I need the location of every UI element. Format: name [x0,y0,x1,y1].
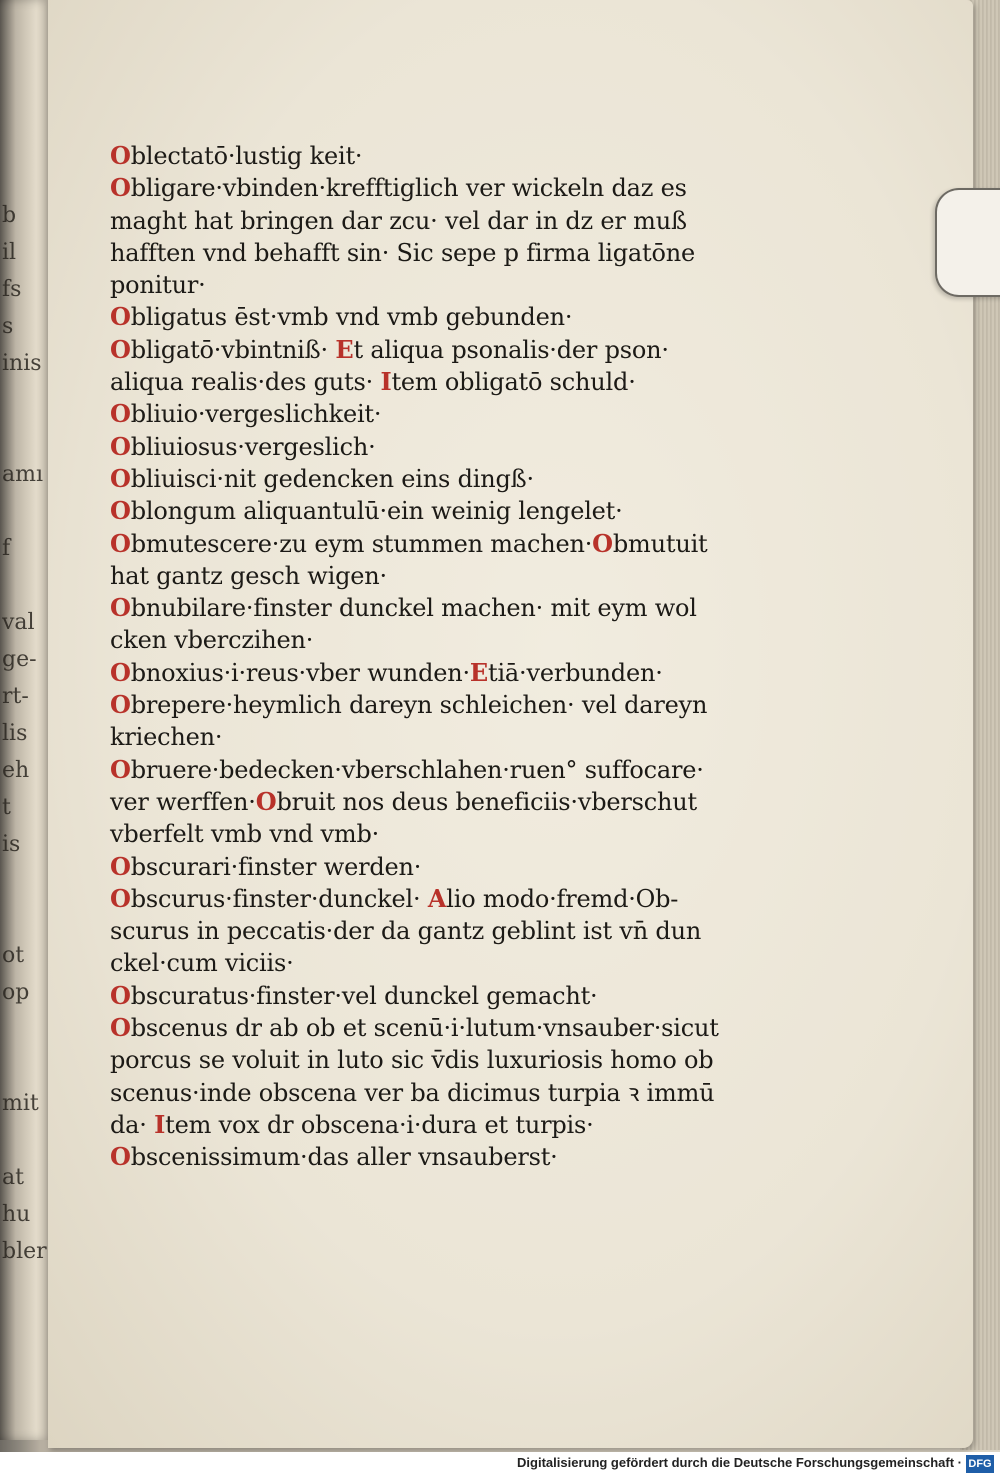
text-line [110,140,750,172]
text-line [110,366,750,398]
entry-text: ckel·cum viciis· [110,949,294,978]
rubricated-initial: O [110,463,131,493]
text-line [110,689,750,721]
text-line [110,1141,750,1173]
rubricated-capital: A [427,883,447,913]
entry-text: aliqua realis·des guts· Item obligatō schuld· [110,367,636,397]
rubricated-initial: O [110,431,131,461]
entry-text: ponitur· [110,271,206,300]
facing-page-text: b il fs s inis amı f val ge- rt- lis eh t is ot op mit at hu bler [2,203,47,1264]
entry-text: bliuisci·nit gedencken eins dingß· [130,464,534,493]
text-line [110,334,750,366]
footer-bar [0,1452,1000,1477]
text-line [110,624,750,656]
entry-text: maght hat bringen dar zcu· vel dar in dz er muß [110,206,687,235]
entry-text: bliuiosus·vergeslich· [130,432,376,461]
entry-text: vberfelt vmb vnd vmb· [110,820,380,849]
entry-text: cken vberczihen· [110,626,314,655]
entry-text: bnoxius·i·reus·vber wunden·Etiā·verbunden· [130,657,663,687]
entry-text: scenus·inde obscena ver ba dicimus turpia ꝛ immū [110,1078,715,1107]
text-line [110,1109,750,1141]
text-line [110,980,750,1012]
rubricated-initial: O [110,690,131,720]
entry-text: bmutescere·zu eym stummen machen·Obmutuit [130,528,708,558]
text-line [110,818,750,850]
text-line [110,172,750,204]
entry-text: ver werffen·Obruit nos deus beneficiis·vberschut [110,786,697,816]
text-line [110,560,750,592]
rubricated-initial: O [110,141,131,170]
rubricated-initial: O [110,754,131,784]
rubricated-initial: O [110,528,131,558]
entry-text: brepere·heymlich dareyn schleichen· vel dareyn [130,691,708,720]
rubricated-initial: O [110,1013,131,1043]
text-line [110,915,750,947]
text-line [110,237,750,269]
entry-text: kriechen· [110,723,223,752]
entry-text: bscenissimum·das aller vnsauberst· [130,1143,558,1172]
page-tab-marker [935,188,1000,297]
rubricated-capital: O [592,528,613,558]
rubricated-initial: O [110,980,131,1010]
rubricated-capital: E [335,334,354,364]
rubricated-capital: I [154,1109,166,1139]
text-line [110,463,750,495]
text-line [110,721,750,753]
entry-text: hafften vnd behafft sin· Sic sepe p firma ligatōne [110,238,695,267]
rubricated-initial: O [110,334,131,364]
text-line [110,495,750,527]
entry-text: bscurari·finster werden· [130,852,422,881]
entry-text: bligatus ēst·vmb vnd vmb gebunden· [130,303,573,332]
text-line [110,754,750,786]
entry-text: porcus se voluit in luto sic v̄dis luxuriosis homo ob [110,1046,714,1075]
facing-page-edge [0,0,52,1440]
entry-text: hat gantz gesch wigen· [110,561,387,590]
entry-text: bligare·vbinden·krefftiglich ver wickeln daz es [130,174,687,203]
text-line [110,1012,750,1044]
rubricated-capital: I [380,367,392,397]
footer-credit: Digitalisierung gefördert durch die Deutsche Forschungsgemeinschaft · [517,1455,962,1470]
text-line [110,883,750,915]
rubricated-initial: O [110,883,131,913]
text-line [110,205,750,237]
entry-text: bliuio·vergeslichkeit· [130,400,382,429]
text-line [110,528,750,560]
entry-text: bruere·bedecken·vberschlahen·ruen° suffocare· [130,755,704,784]
rubricated-initial: O [110,302,131,332]
dfg-logo: DFG [966,1455,994,1473]
text-line [110,947,750,979]
text-line [110,1044,750,1076]
rubricated-initial: O [110,851,131,881]
text-line [110,786,750,818]
rubricated-capital: O [255,786,277,816]
entry-text: scurus in peccatis·der da gantz geblint ist vn̄ dun [110,917,702,946]
entry-text: bligatō·vbintniß· Et aliqua psonalis·der pson· [130,334,669,364]
rubricated-initial: O [110,657,131,687]
rubricated-initial: O [110,593,131,623]
text-line [110,398,750,430]
text-line [110,1077,750,1109]
text-line [110,592,750,624]
rubricated-initial: O [110,399,131,429]
rubricated-initial: O [110,173,131,203]
text-line [110,431,750,463]
text-line [110,851,750,883]
dictionary-text-block [110,140,750,1174]
text-line [110,269,750,301]
entry-text: blectatō·lustig keit· [130,142,363,170]
text-line [110,657,750,689]
entry-text: da· Item vox dr obscena·i·dura et turpis· [110,1109,594,1139]
rubricated-capital: E [469,657,489,687]
entry-text: bscenus dr ab ob et scenū·i·lutum·vnsauber·sicut [130,1014,719,1043]
entry-text: bscurus·finster·dunckel· Alio modo·fremd·Ob- [130,883,679,913]
rubricated-initial: O [110,1142,131,1172]
entry-text: blongum aliquantulū·ein weinig lengelet· [130,497,623,526]
entry-text: bscuratus·finster·vel dunckel gemacht· [130,981,598,1010]
rubricated-initial: O [110,496,131,526]
text-line [110,301,750,333]
entry-text: bnubilare·finster dunckel machen· mit eym wol [130,594,697,623]
